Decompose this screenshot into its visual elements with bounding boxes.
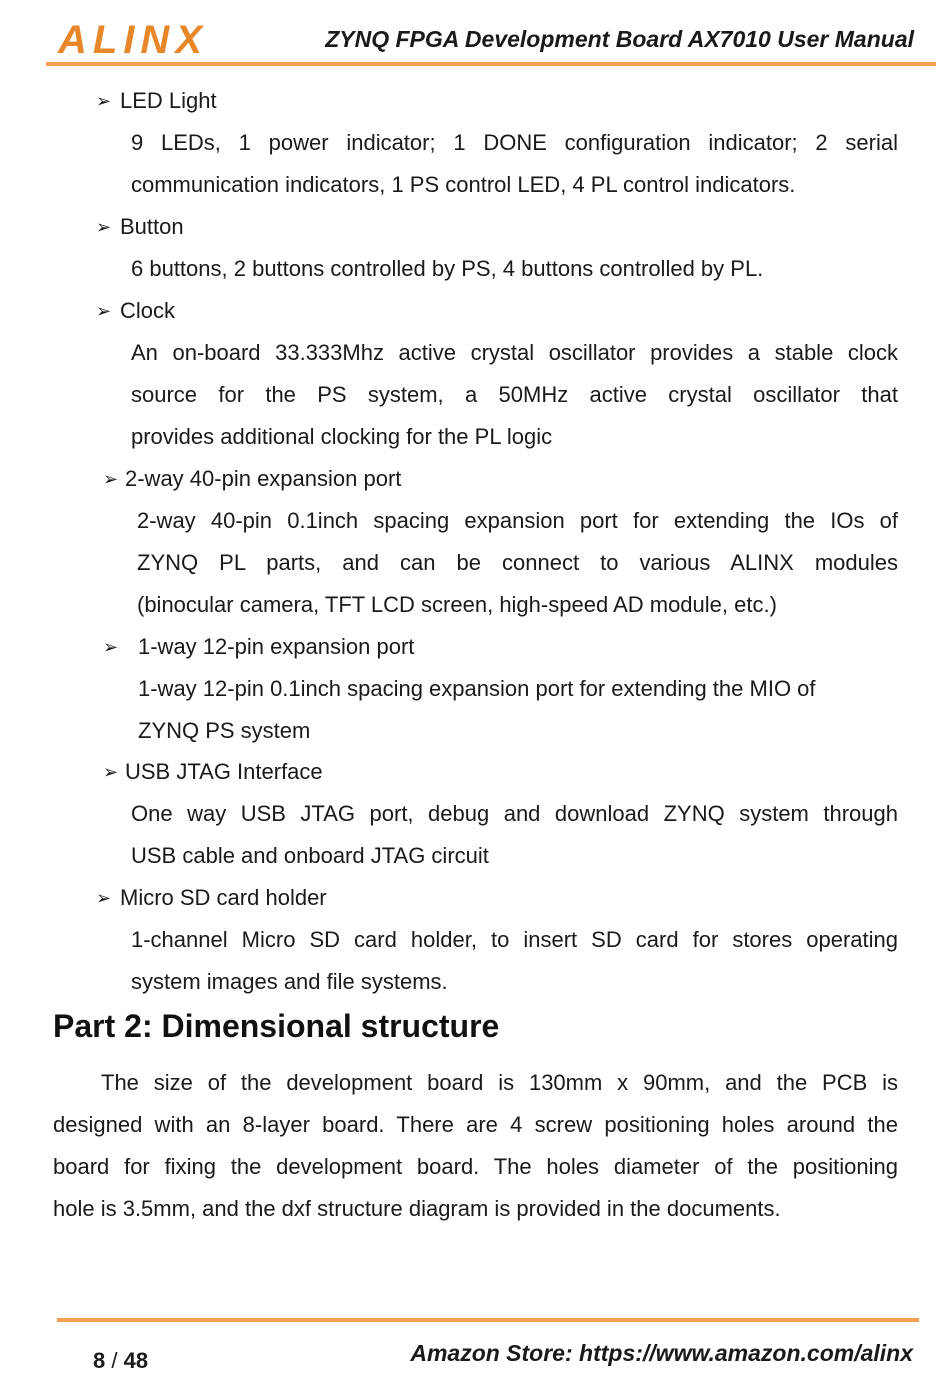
- bullet-label: Clock: [120, 298, 176, 323]
- header-divider: [46, 62, 936, 66]
- alinx-logo-graphic: [56, 19, 221, 59]
- bullet-40pin-port: [103, 458, 401, 500]
- text-line: USB cable and onboard JTAG circuit: [131, 843, 489, 868]
- arrow-bullet-icon: ➢: [96, 217, 112, 237]
- text-line: provides additional clocking for the PL logic: [131, 424, 553, 449]
- bullet-label: Micro SD card holder: [120, 885, 327, 910]
- bullet-description: [138, 668, 898, 752]
- bullet-label: USB JTAG Interface: [125, 759, 323, 784]
- bullet-button: [96, 206, 184, 248]
- section-paragraph: [53, 1062, 898, 1230]
- text-line: hole is 3.5mm, and the dxf structure diagram is provided in the documents.: [53, 1196, 781, 1221]
- text-line: An on-board 33.333Mhz active crystal oscillator provides a stable clock: [131, 340, 898, 365]
- text-line: 2-way 40-pin 0.1inch spacing expansion port for extending the IOs of: [137, 508, 898, 533]
- text-line: One way USB JTAG port, debug and download ZYNQ system through: [131, 801, 898, 826]
- arrow-bullet-icon: ➢: [96, 888, 112, 908]
- bullet-usb-jtag: [103, 751, 323, 793]
- arrow-bullet-icon: ➢: [96, 301, 112, 321]
- text-line: 1-channel Micro SD card holder, to insert SD card for stores operating: [131, 927, 898, 952]
- text-line: system images and file systems.: [131, 969, 448, 994]
- bullet-12pin-port: [103, 626, 414, 668]
- text-line: communication indicators, 1 PS control LED, 4 PL control indicators.: [131, 172, 796, 197]
- page-separator: /: [111, 1348, 118, 1373]
- page-current: 8: [93, 1348, 106, 1373]
- arrow-bullet-icon: ➢: [103, 469, 119, 489]
- text-line: 6 buttons, 2 buttons controlled by PS, 4 buttons controlled by PL.: [131, 256, 764, 281]
- text-line: designed with an 8-layer board. There are 4 screw positioning holes around the: [53, 1112, 898, 1137]
- bullet-description: [131, 332, 898, 458]
- section-heading: Part 2: Dimensional structure: [53, 1008, 500, 1044]
- text-line: board for fixing the development board. The holes diameter of the positioning: [53, 1154, 898, 1179]
- bullet-label: 1-way 12-pin expansion port: [138, 634, 415, 659]
- footer-divider: [57, 1318, 919, 1322]
- alinx-logo: [56, 18, 221, 60]
- arrow-bullet-icon: ➢: [103, 637, 119, 657]
- bullet-led-light: [96, 80, 217, 122]
- arrow-bullet-icon: ➢: [96, 91, 112, 111]
- bullet-label: LED Light: [120, 88, 217, 113]
- bullet-description: [137, 500, 898, 626]
- text-line: (binocular camera, TFT LCD screen, high-speed AD module, etc.): [137, 592, 777, 617]
- text-line: source for the PS system, a 50MHz active crystal oscillator that: [131, 382, 898, 407]
- text-line: 1-way 12-pin 0.1inch spacing expansion port for extending the MIO of: [138, 676, 816, 701]
- text-line: 9 LEDs, 1 power indicator; 1 DONE configuration indicator; 2 serial: [131, 130, 898, 155]
- page-number: [93, 1348, 148, 1374]
- logo-wordmark: ALINX: [58, 19, 208, 59]
- store-link[interactable]: Amazon Store: https://www.amazon.com/alinx: [410, 1340, 913, 1366]
- document-title: ZYNQ FPGA Development Board AX7010 User Manual: [325, 26, 914, 52]
- bullet-description: [131, 122, 898, 206]
- bullet-description: [131, 919, 898, 1003]
- bullet-micro-sd: [96, 877, 327, 919]
- bullet-clock: [96, 290, 175, 332]
- bullet-description: [131, 248, 898, 290]
- bullet-description: [131, 793, 898, 877]
- arrow-bullet-icon: ➢: [103, 762, 119, 782]
- bullet-label: 2-way 40-pin expansion port: [125, 466, 402, 491]
- text-line: The size of the development board is 130mm x 90mm, and the PCB is: [101, 1070, 898, 1095]
- bullet-label: Button: [120, 214, 184, 239]
- text-line: ZYNQ PS system: [138, 718, 311, 743]
- text-line: ZYNQ PL parts, and can be connect to various ALINX modules: [137, 550, 898, 575]
- page-header: [0, 0, 950, 70]
- page-total: 48: [123, 1348, 149, 1373]
